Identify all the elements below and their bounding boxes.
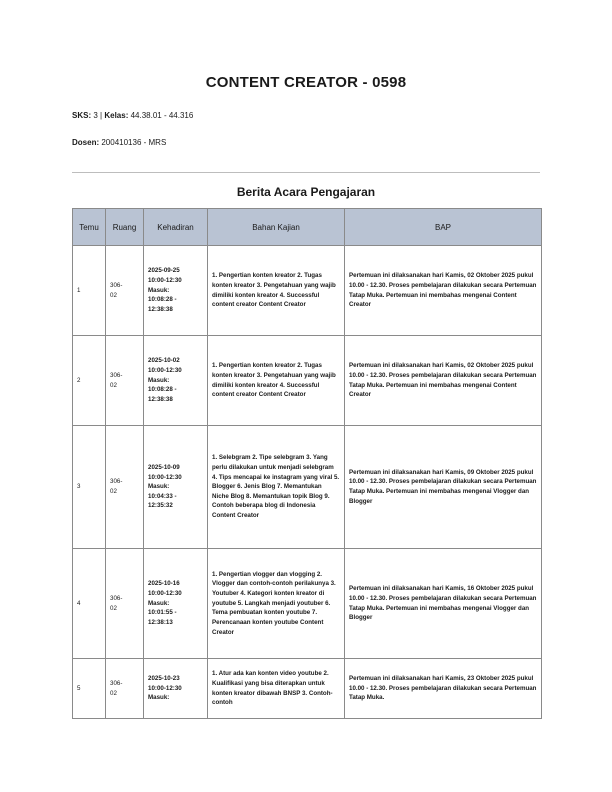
cell-kehadiran: 2025-10-02 10:00-12:30 Masuk: 10:08:28 - 12:38:38 xyxy=(144,336,208,426)
kelas-label: Kelas: xyxy=(104,111,129,120)
sks-label: SKS: xyxy=(72,111,92,120)
cell-bahan-kajian: 1. Pengertian konten kreator 2. Tugas konten kreator 3. Pengetahuan yang wajib dimiliki konten kreator 4. Successful content creator Content Creator xyxy=(208,336,345,426)
cell-ruang: 306- 02 xyxy=(106,549,144,659)
divider xyxy=(72,172,540,173)
sks-value: 3 xyxy=(93,111,98,120)
cell-kehadiran: 2025-09-25 10:00-12:30 Masuk: 10:08:28 - 12:38:38 xyxy=(144,246,208,336)
cell-bahan-kajian: 1. Pengertian konten kreator 2. Tugas konten kreator 3. Pengetahuan yang wajib dimiliki konten kreator 4. Successful content creator Content Creator xyxy=(208,246,345,336)
cell-ruang: 306- 02 xyxy=(106,659,144,719)
cell-temu: 3 xyxy=(73,426,106,549)
cell-temu: 5 xyxy=(73,659,106,719)
cell-ruang: 306- 02 xyxy=(106,336,144,426)
document-title: CONTENT CREATOR - 0598 xyxy=(205,74,407,91)
cell-bap: Pertemuan ini dilaksanakan hari Kamis, 02 Oktober 2025 pukul 10.00 - 12.30. Proses pembelajaran dilakukan secara Pertemuan Tatap Muka. Pertemuan ini membahas mengenai Content Creator xyxy=(345,336,542,426)
section-title: Berita Acara Pengajaran xyxy=(236,185,376,199)
cell-kehadiran: 2025-10-23 10:00-12:30 Masuk: xyxy=(144,659,208,719)
cell-temu: 4 xyxy=(73,549,106,659)
header-ruang: Ruang xyxy=(106,209,144,246)
course-meta-line xyxy=(72,111,193,120)
header-bap: BAP xyxy=(345,209,542,246)
table-header-row xyxy=(73,209,542,246)
table-row xyxy=(73,549,542,659)
cell-bap: Pertemuan ini dilaksanakan hari Kamis, 23 Oktober 2025 pukul 10.00 - 12.30. Proses pembelajaran dilakukan secara Pertemuan Tatap Muka. xyxy=(345,659,542,719)
header-temu: Temu xyxy=(73,209,106,246)
cell-kehadiran: 2025-10-09 10:00-12:30 Masuk: 10:04:33 - 12:35:32 xyxy=(144,426,208,549)
cell-kehadiran: 2025-10-16 10:00-12:30 Masuk: 10:01:55 - 12:38:13 xyxy=(144,549,208,659)
header-bahan-kajian: Bahan Kajian xyxy=(208,209,345,246)
dosen-value: 200410136 - MRS xyxy=(101,138,167,147)
dosen-label: Dosen: xyxy=(72,138,100,147)
cell-ruang: 306- 02 xyxy=(106,426,144,549)
cell-bahan-kajian: 1. Selebgram 2. Tipe selebgram 3. Yang perlu dilakukan untuk menjadi selebgram 4. Tips mencapai ke instagram yang viral 5. Blogger 6. Jenis Blog 7. Memantukan Niche Blog 8. Memantukan topik Blog 9. Contoh beberapa blog di Indonesia Content Creator xyxy=(208,426,345,549)
table-row xyxy=(73,336,542,426)
cell-bap: Pertemuan ini dilaksanakan hari Kamis, 02 Oktober 2025 pukul 10.00 - 12.30. Proses pembelajaran dilakukan secara Pertemuan Tatap Muka. Pertemuan ini membahas mengenai Content Creator xyxy=(345,246,542,336)
cell-bahan-kajian: 1. Pengertian vlogger dan vlogging 2. Vlogger dan contoh-contoh perilakunya 3. Youtuber 4. Kategori konten kreator di youtube 5. Langkah menjadi youtuber 6. Tema pembuatan konten youtube 7. Perencanaan konten youtube Content Creator xyxy=(208,549,345,659)
cell-bap: Pertemuan ini dilaksanakan hari Kamis, 09 Oktober 2025 pukul 10.00 - 12.30. Proses pembelajaran dilakukan secara Pertemuan Tatap Muka. Pertemuan ini membahas mengenai Vlogger dan Blogger xyxy=(345,426,542,549)
teaching-record-table xyxy=(72,208,542,719)
cell-bahan-kajian: 1. Atur ada kan konten video youtube 2. Kualifikasi yang bisa diterapkan untuk konten kreator dibawah BNSP 3. Contoh-contoh xyxy=(208,659,345,719)
kelas-value: 44.38.01 - 44.316 xyxy=(130,111,194,120)
table-row xyxy=(73,246,542,336)
meta-separator: | xyxy=(100,111,103,120)
cell-temu: 2 xyxy=(73,336,106,426)
cell-bap: Pertemuan ini dilaksanakan hari Kamis, 16 Oktober 2025 pukul 10.00 - 12.30. Proses pembelajaran dilakukan secara Pertemuan Tatap Muka. Pertemuan ini membahas mengenai Vlogger dan Blogger xyxy=(345,549,542,659)
header-kehadiran: Kehadiran xyxy=(144,209,208,246)
table-row xyxy=(73,659,542,719)
cell-ruang: 306- 02 xyxy=(106,246,144,336)
cell-temu: 1 xyxy=(73,246,106,336)
lecturer-meta-line xyxy=(72,138,166,147)
table-row xyxy=(73,426,542,549)
